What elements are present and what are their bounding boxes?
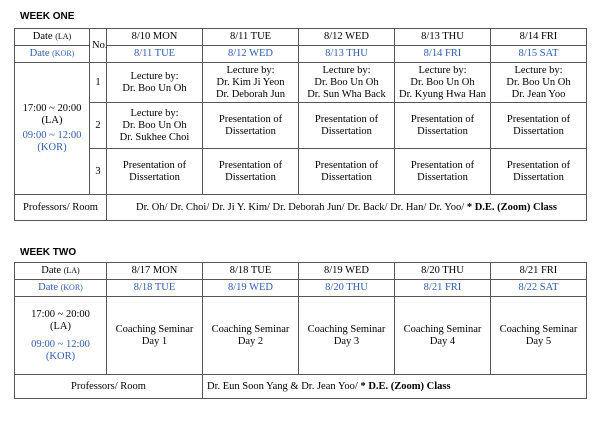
session-cell: Presentation of Dissertation	[299, 149, 395, 195]
professors-list: Dr. Oh/ Dr. Choi/ Dr. Ji Y. Kim/ Dr. Deborah Jun/ Dr. Back/ Dr. Han/ Dr. Yoo/ * D.E. (Zoom) Class	[107, 195, 587, 221]
session-cell: Presentation of Dissertation	[395, 103, 491, 149]
day-kor: 8/18 TUE	[107, 280, 203, 297]
day-kor: 8/20 THU	[299, 280, 395, 297]
time-kor: 09:00 ~ 12:00	[22, 130, 82, 141]
seminar-cell: Coaching Seminar Day 2	[203, 297, 299, 375]
day-la: 8/20 THU	[395, 263, 491, 280]
time-cell	[15, 63, 90, 195]
date-la-header: Date (LA)	[15, 263, 107, 280]
day-kor: 8/15 SAT	[491, 46, 587, 63]
session-cell: Presentation of Dissertation	[491, 103, 587, 149]
professors-label: Professors/ Room	[15, 375, 203, 399]
date-la-header: Date (LA)	[15, 29, 90, 46]
row-number: 2	[90, 103, 107, 149]
day-la: 8/19 WED	[299, 263, 395, 280]
day-kor: 8/22 SAT	[491, 280, 587, 297]
day-kor: 8/21 FRI	[395, 280, 491, 297]
day-la: 8/10 MON	[107, 29, 203, 46]
week-two-title: WEEK TWO	[20, 247, 77, 258]
day-kor: 8/12 WED	[203, 46, 299, 63]
date-kor-header: Date (KOR)	[15, 46, 90, 63]
session-cell: Presentation of Dissertation	[395, 149, 491, 195]
time-la-tz: (LA)	[41, 115, 63, 126]
time-la-tz: (LA)	[50, 320, 71, 332]
day-la: 8/12 WED	[299, 29, 395, 46]
professors-list: Dr. Eun Soon Yang & Dr. Jean Yoo/ * D.E. (Zoom) Class	[203, 375, 587, 399]
day-la: 8/13 THU	[395, 29, 491, 46]
seminar-cell: Coaching Seminar Day 4	[395, 297, 491, 375]
row-number: 1	[90, 63, 107, 103]
day-la: 8/21 FRI	[491, 263, 587, 280]
session-cell: Lecture by: Dr. Boo Un Oh	[107, 63, 203, 103]
session-cell: Lecture by: Dr. Boo Un Oh Dr. Sukhee Choi	[107, 103, 203, 149]
row-number: 3	[90, 149, 107, 195]
time-kor: 09:00 ~ 12:00	[31, 338, 90, 350]
day-la: 8/14 FRI	[491, 29, 587, 46]
time-kor-tz: (KOR)	[45, 350, 76, 362]
seminar-cell: Coaching Seminar Day 5	[491, 297, 587, 375]
day-la: 8/18 TUE	[203, 263, 299, 280]
day-kor: 8/13 THU	[299, 46, 395, 63]
day-kor: 8/11 TUE	[107, 46, 203, 63]
no-header: No.	[90, 29, 107, 63]
day-kor: 8/14 FRI	[395, 46, 491, 63]
time-kor-tz: (KOR)	[37, 142, 67, 153]
session-cell: Presentation of Dissertation	[203, 149, 299, 195]
session-cell: Presentation of Dissertation	[299, 103, 395, 149]
day-kor: 8/19 WED	[203, 280, 299, 297]
week-two-table	[14, 262, 587, 399]
session-cell: Lecture by: Dr. Boo Un Oh Dr. Jean Yoo	[491, 63, 587, 103]
session-cell: Presentation of Dissertation	[107, 149, 203, 195]
session-cell: Lecture by: Dr. Boo Un Oh Dr. Sun Wha Back	[299, 63, 395, 103]
session-cell: Lecture by: Dr. Boo Un Oh Dr. Kyung Hwa Han	[395, 63, 491, 103]
date-kor-header: Date (KOR)	[15, 280, 107, 297]
session-cell: Lecture by: Dr. Kim Ji Yeon Dr. Deborah Jun	[203, 63, 299, 103]
professors-label: Professors/ Room	[15, 195, 107, 221]
week-one-table	[14, 28, 587, 221]
seminar-cell: Coaching Seminar Day 3	[299, 297, 395, 375]
session-cell: Presentation of Dissertation	[203, 103, 299, 149]
time-cell	[15, 297, 107, 375]
day-la: 8/11 TUE	[203, 29, 299, 46]
week-one-title: WEEK ONE	[20, 11, 75, 22]
seminar-cell: Coaching Seminar Day 1	[107, 297, 203, 375]
time-la: 17:00 ~ 20:00	[22, 103, 82, 114]
time-la: 17:00 ~ 20:00	[31, 308, 90, 320]
day-la: 8/17 MON	[107, 263, 203, 280]
session-cell: Presentation of Dissertation	[491, 149, 587, 195]
